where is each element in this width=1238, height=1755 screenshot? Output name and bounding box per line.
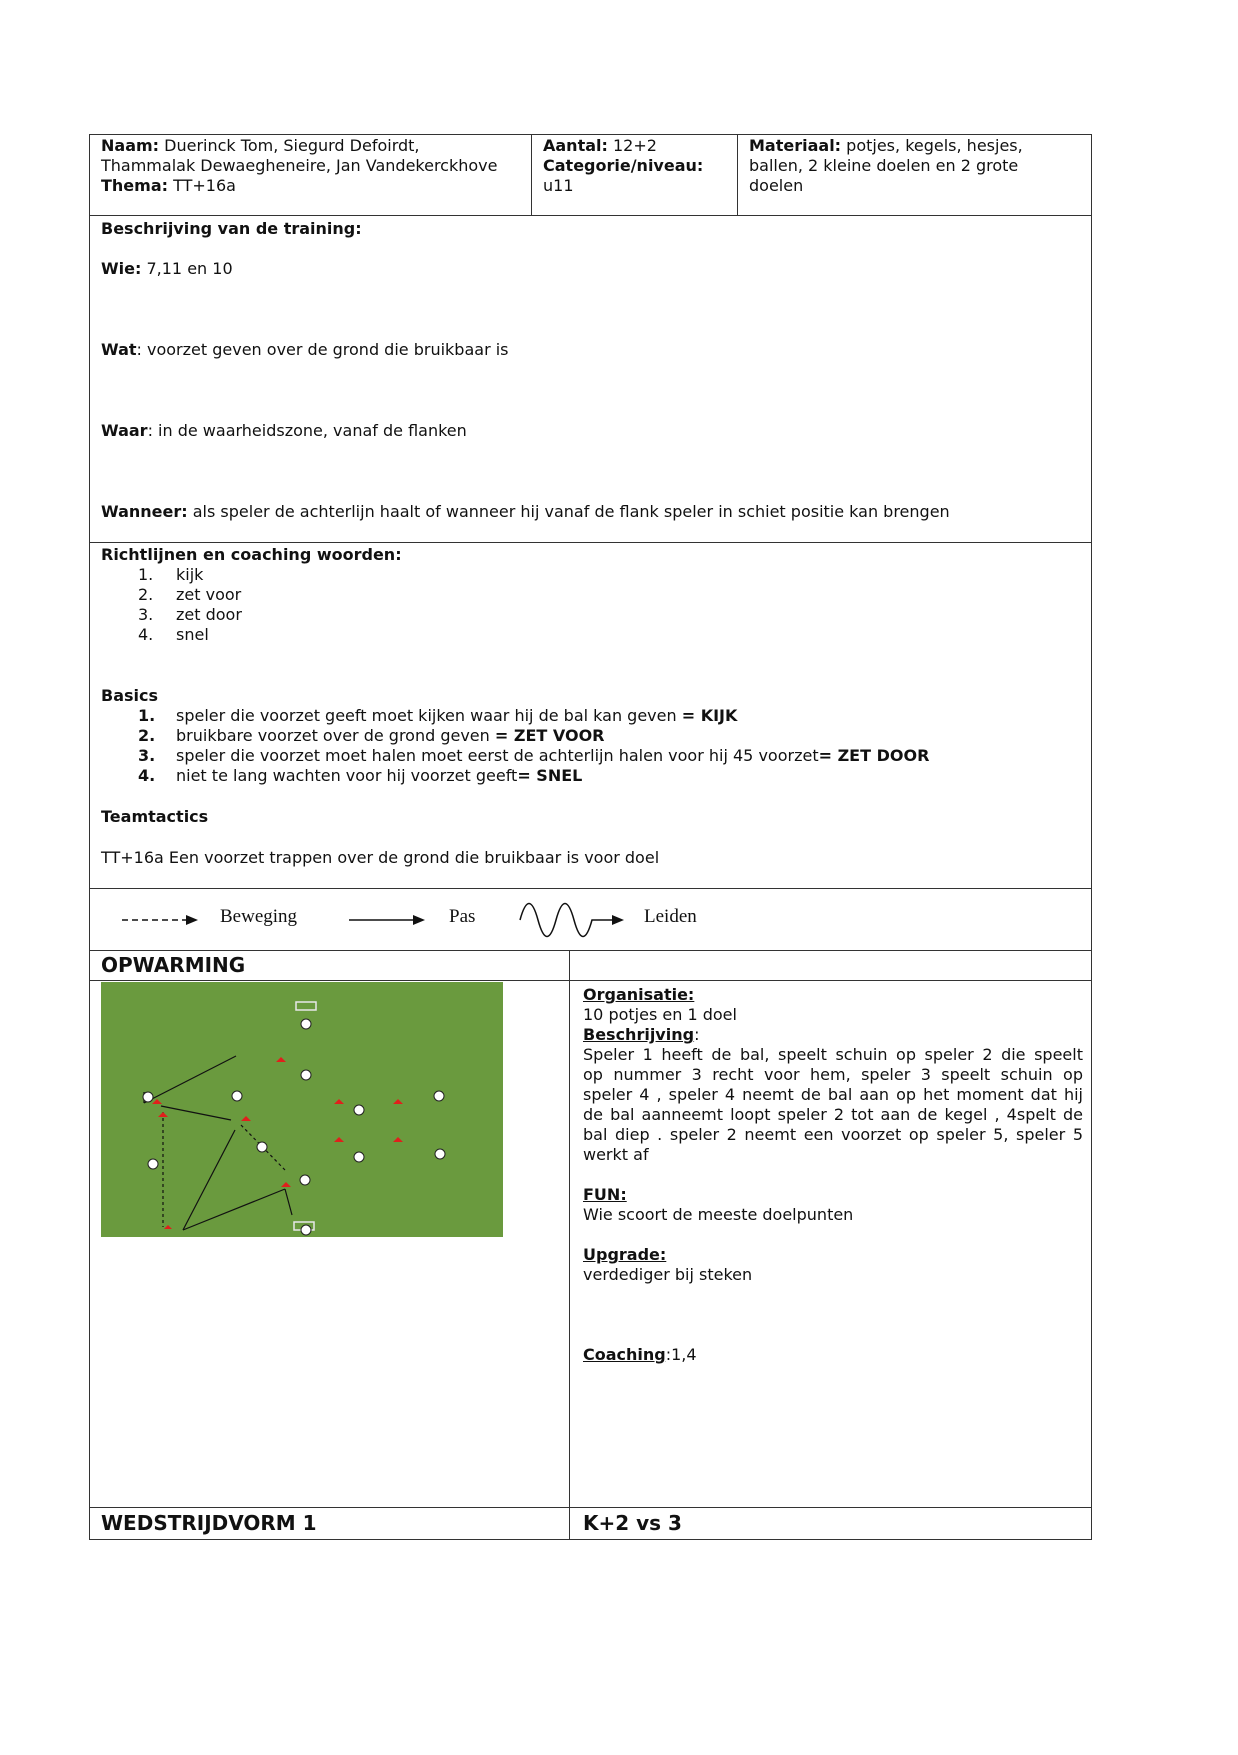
coaching-label: Coaching: [583, 1345, 666, 1364]
waar-label: Waar: [101, 421, 148, 440]
materiaal-value-2: ballen, 2 kleine doelen en 2 grote: [749, 156, 1019, 175]
naam-value-2: Thammalak Dewaegheneire, Jan Vandekerckhove: [101, 156, 498, 175]
list-item: 4. niet te lang wachten voor hij voorzet geeft= SNEL: [138, 766, 583, 785]
materiaal-label: Materiaal:: [749, 136, 842, 155]
teamtactics-text: TT+16a Een voorzet trappen over de grond die bruikbaar is voor doel: [101, 848, 660, 867]
fun-value: Wie scoort de meeste doelpunten: [583, 1205, 854, 1224]
teamtactics-section: [101, 807, 1081, 868]
fun-label: FUN:: [583, 1185, 627, 1204]
wanneer-value: als speler de achterlijn haalt of wanneer hij vanaf de flank speler in schiet positie kan brengen: [192, 502, 950, 521]
list-item: 3. speler die voorzet moet halen moet eerst de achterlijn halen voor hij 45 voorzet= ZET DOOR: [138, 746, 930, 765]
beschrijving-title: Beschrijving van de training:: [101, 219, 362, 238]
categorie-label: Categorie/niveau:: [543, 156, 704, 175]
organisatie-label: Organisatie:: [583, 985, 695, 1004]
aantal-value: 12+2: [613, 136, 657, 155]
thema-value: TT+16a: [173, 176, 236, 195]
list-item: 2. zet voor: [138, 585, 242, 604]
wave-arrow-icon: [518, 898, 630, 944]
training-field-diagram: [101, 982, 503, 1237]
upgrade-value: verdediger bij steken: [583, 1265, 753, 1284]
teamtactics-title: Teamtactics: [101, 807, 209, 826]
list-item: 2. bruikbare voorzet over de grond geven = ZET VOOR: [138, 726, 605, 745]
list-item: 3. zet door: [138, 605, 242, 624]
thema-label: Thema:: [101, 176, 169, 195]
wie-value: 7,11 en 10: [146, 259, 233, 278]
waar-value: : in de waarheidszone, vanaf de flanken: [147, 421, 467, 440]
basics-title: Basics: [101, 686, 159, 705]
opwarming-details: Organisatie: 10 potjes en 1 doel Beschrijving: Speler 1 heeft de bal, speelt schuin op speler 2 die speelt op nummer 3 recht voor hem, speler 3 speelt schuin op speler 4 , speler 4 neemt de bal aan op het moment dat hij de bal aanneemt loopt speler 2 tot aan de kegel , 4spelt de bal diep . speler 2 neemt een voorzet op speler 5, speler 5 werkt af FUN: Wie scoort de meeste doelpunten Upgrade: verdediger bij steken Coaching:1,4: [583, 985, 1083, 1364]
richtlijnen-title: Richtlijnen en coaching woorden:: [101, 545, 402, 564]
materiaal-value-1: potjes, kegels, hesjes,: [846, 136, 1023, 155]
naam-label: Naam:: [101, 136, 160, 155]
basics-list: [101, 706, 1086, 786]
solid-arrow-icon: [347, 910, 427, 930]
wedstrijdvorm-title: WEDSTRIJDVORM 1: [101, 1511, 317, 1535]
beschrijving-label: Beschrijving: [583, 1025, 695, 1044]
richtlijnen-list: [101, 565, 1081, 645]
materiaal-value-3: doelen: [749, 176, 804, 195]
legend-pas: Pas: [449, 906, 476, 927]
header-naam-cell: [101, 136, 526, 196]
wat-value: : voorzet geven over de grond die bruikbaar is: [136, 340, 509, 359]
dashed-arrow-icon: [120, 910, 200, 930]
opwarming-title: OPWARMING: [101, 953, 246, 977]
wie-label: Wie:: [101, 259, 142, 278]
basics-section: [101, 686, 1086, 786]
wanneer-label: Wanneer:: [101, 502, 188, 521]
list-item: 1. kijk: [138, 565, 204, 584]
aantal-label: Aantal:: [543, 136, 608, 155]
categorie-value: u11: [543, 176, 574, 195]
list-item: 1. speler die voorzet geeft moet kijken waar hij de bal kan geven = KIJK: [138, 706, 738, 725]
header-materiaal-cell: [749, 136, 1089, 196]
richtlijnen-section: [101, 545, 1081, 645]
legend-leiden: Leiden: [644, 906, 697, 927]
list-item: 4. snel: [138, 625, 209, 644]
coaching-value: :1,4: [665, 1345, 697, 1364]
wedstrijdvorm-subtitle: K+2 vs 3: [583, 1511, 682, 1535]
beschrijving-text: Speler 1 heeft de bal, speelt schuin op speler 2 die speelt op nummer 3 recht voor hem, speler 3 speelt schuin op speler 4 , speler 4 neemt de bal aan op het moment dat hij de bal aanneemt loopt speler 2 tot aan de kegel , 4spelt de bal diep . speler 2 neemt een voorzet op speler 5, speler 5 werkt af: [583, 1045, 1083, 1164]
upgrade-label: Upgrade:: [583, 1245, 667, 1264]
organisatie-value: 10 potjes en 1 doel: [583, 1005, 737, 1024]
legend-beweging: Beweging: [220, 906, 298, 927]
header-aantal-cell: [543, 136, 733, 196]
wat-label: Wat: [101, 340, 137, 359]
naam-value-1: Duerinck Tom, Siegurd Defoirdt,: [164, 136, 420, 155]
